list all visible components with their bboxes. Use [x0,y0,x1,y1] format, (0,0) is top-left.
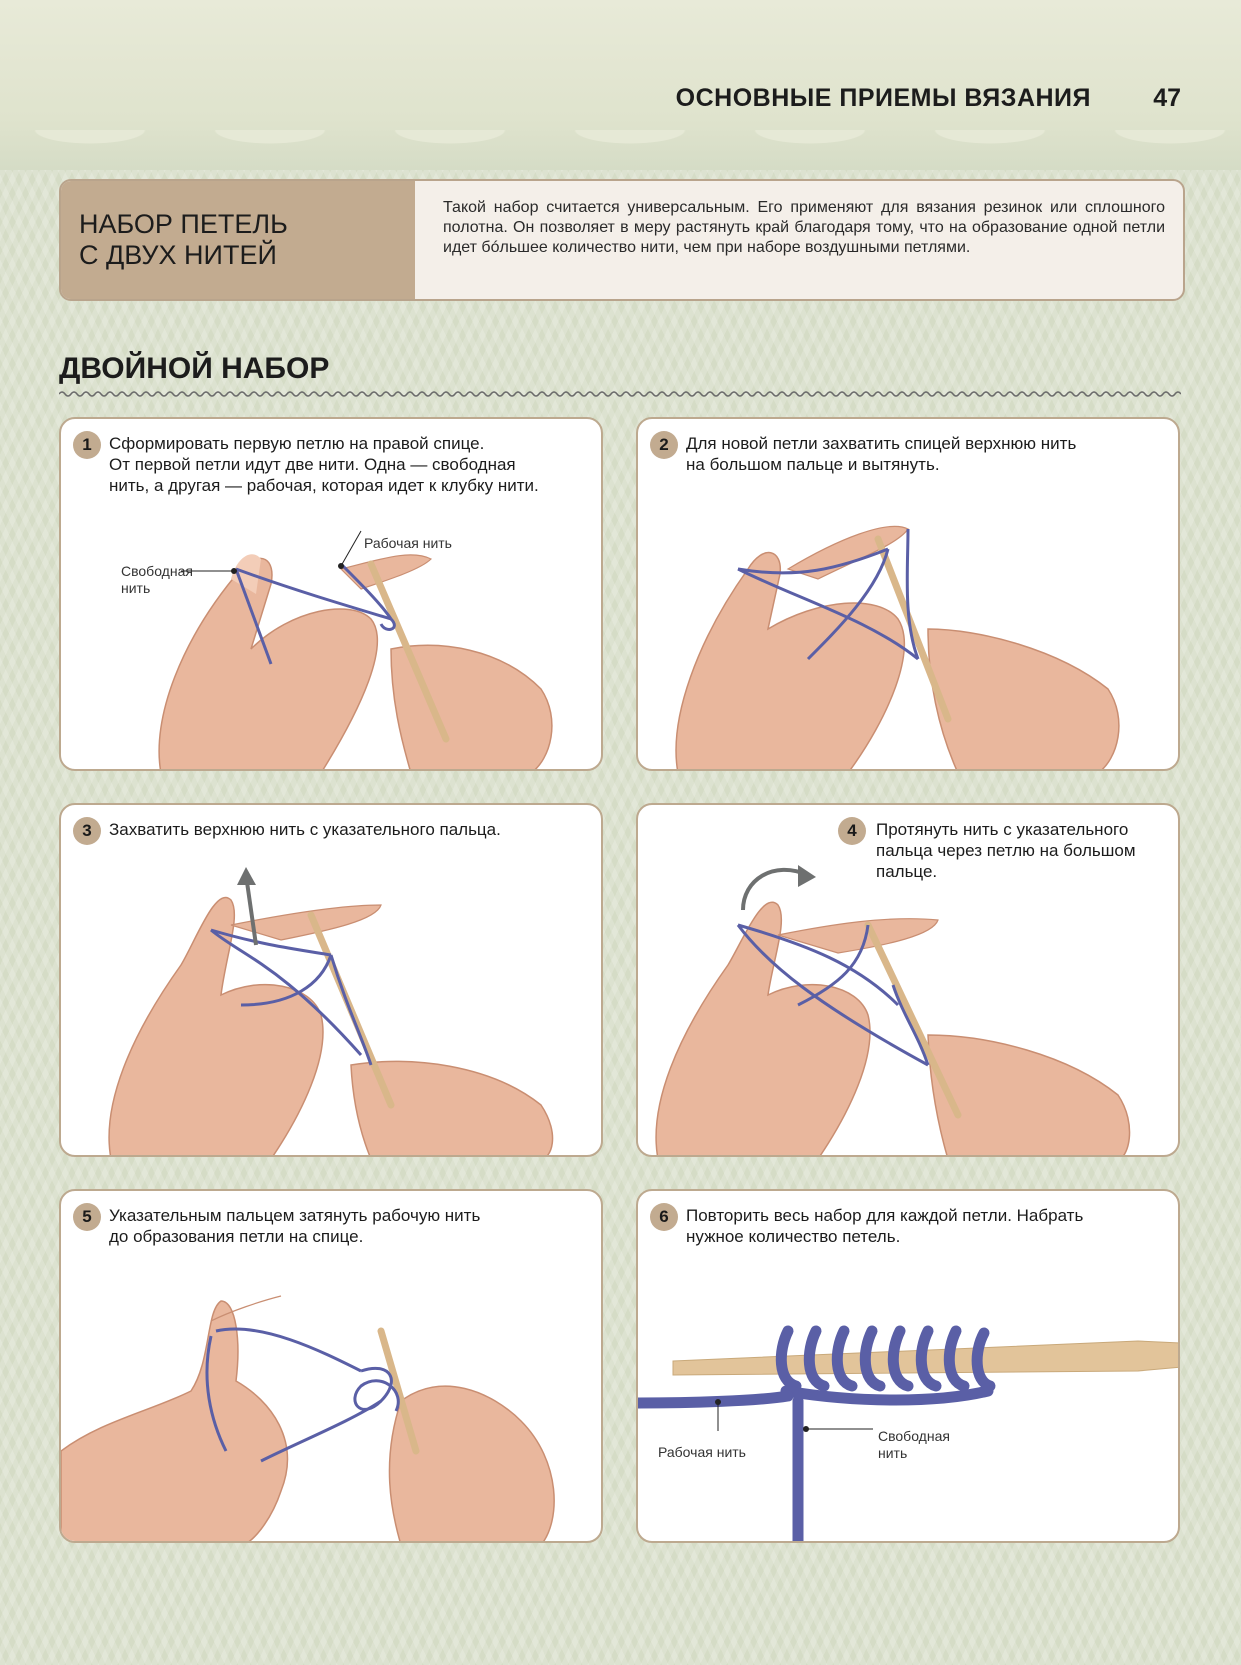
callout-free-thread: Свободная нить [121,563,193,596]
step-3-illustration [61,805,603,1157]
step-6-panel [636,1189,1180,1543]
step-1-panel [59,417,603,771]
callout-working-thread: Рабочая нить [658,1444,746,1460]
intro-box [59,179,1185,301]
step-5-panel [59,1189,603,1543]
step-text: Повторить весь набор для каждой петли. Набрать нужное количество петель. [686,1206,1084,1246]
step-number: 5 [73,1203,101,1231]
intro-title: НАБОР ПЕТЕЛЬ С ДВУХ НИТЕЙ [61,181,415,299]
step-2-panel [636,417,1180,771]
callout-free-thread: Свободная нить [878,1428,950,1461]
step-text: Указательным пальцем затянуть рабочую нить до образования петли на спице. [109,1206,481,1246]
heading-divider [59,390,1181,398]
step-text: Сформировать первую петлю на правой спице. От первой петли идут две нити. Одна — свободная нить, а другая — рабочая, которая идет к клубку нити. [109,434,539,495]
page-number: 47 [1153,84,1181,112]
step-text: Захватить верхнюю нить с указательного пальца. [109,820,501,839]
section-heading: ДВОЙНОЙ НАБОР [59,352,330,385]
running-title: ОСНОВНЫЕ ПРИЕМЫ ВЯЗАНИЯ [675,84,1091,112]
step-text: Протянуть нить с указательного пальца через петлю на большом пальце. [876,820,1136,881]
step-number: 1 [73,431,101,459]
step-4-panel [636,803,1180,1157]
step-text: Для новой петли захватить спицей верхнюю нить на большом пальце и вытянуть. [686,434,1077,474]
callout-working-thread: Рабочая нить [364,535,452,551]
step-number: 2 [650,431,678,459]
intro-text: Такой набор считается универсальным. Его применяют для вязания резинок или сплошного полотна. Он позволяет в меру растянуть край благодаря тому, что на образование одной петли идет бóльшее количество нити, чем при наборе воздушными петлями. [443,199,1165,256]
step-3-panel [59,803,603,1157]
step-number: 4 [838,817,866,845]
step-number: 3 [73,817,101,845]
step-number: 6 [650,1203,678,1231]
